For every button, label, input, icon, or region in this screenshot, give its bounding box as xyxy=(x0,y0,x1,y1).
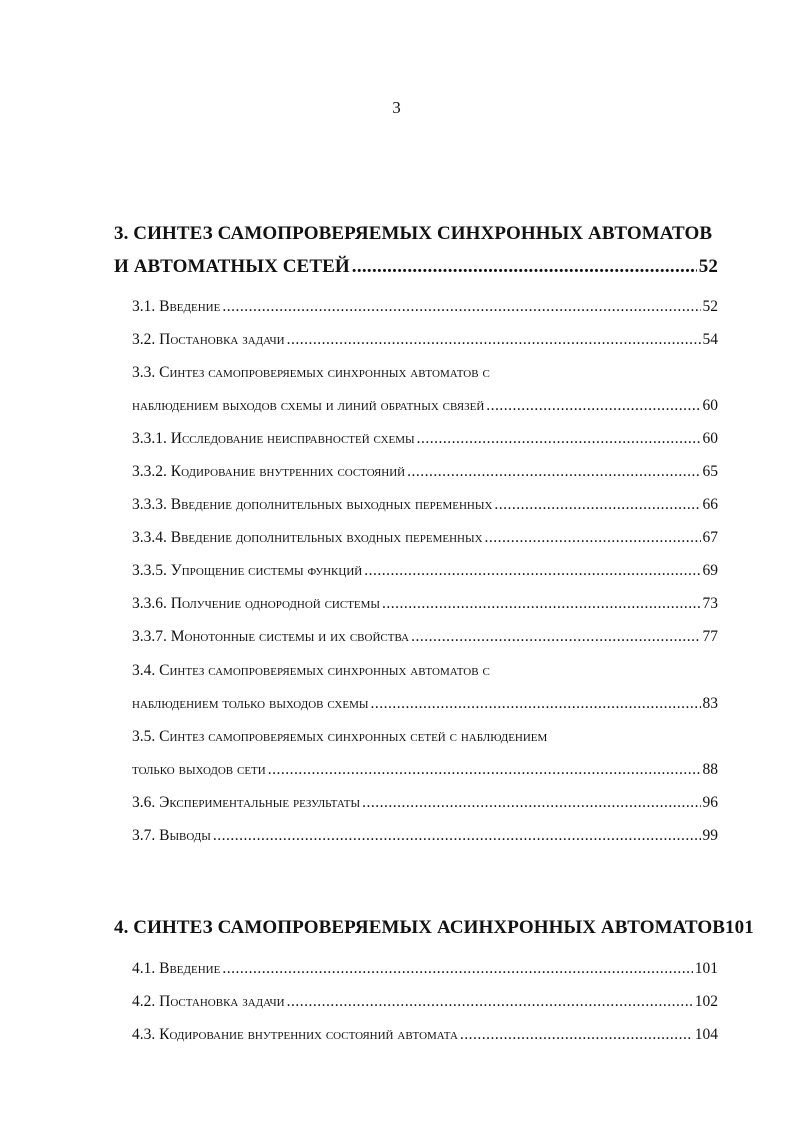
toc-entry-text: 4.2. Постановка задачи xyxy=(132,993,285,1010)
page-ref: 52 xyxy=(698,256,718,277)
page-ref: 67 xyxy=(702,529,718,546)
page-ref: 96 xyxy=(702,794,718,811)
chapter-3-title-line1[interactable] xyxy=(114,219,718,249)
toc-entry-text: 3.3. Синтез самопроверяемых синхронных автоматов с xyxy=(132,364,490,381)
toc-entry-3-3[interactable] xyxy=(132,358,718,388)
toc-entry-text: 3.3.1. Исследование неисправностей схемы xyxy=(132,430,415,447)
toc-entry-text: 3.3.3. Введение дополнительных выходных переменных xyxy=(132,496,493,513)
toc-entry-text: 3.2. Постановка задачи xyxy=(132,331,285,348)
page-ref: 52 xyxy=(702,298,718,315)
toc-entry-4-2[interactable] xyxy=(132,987,718,1017)
toc-entry-3-3-cont[interactable] xyxy=(132,391,718,421)
dot-leader xyxy=(485,523,701,553)
chapter-title-text: 3. СИНТЕЗ САМОПРОВЕРЯЕМЫХ СИНХРОННЫХ АВТОМАТОВ xyxy=(114,223,713,244)
dot-leader xyxy=(494,490,700,520)
toc-entry-text: 3.6. Экспериментальные результаты xyxy=(132,794,361,811)
toc-entry-text: 3.4. Синтез самопроверяемых синхронных автоматов с xyxy=(132,662,490,679)
toc-entry-text: 3.5. Синтез самопроверяемых синхронных сетей с наблюдением xyxy=(132,728,548,745)
toc-entry-text: 3.3.6. Получение однородной системы xyxy=(132,595,381,612)
page-ref: 102 xyxy=(694,993,718,1010)
toc-entry-3-4-cont[interactable] xyxy=(132,689,718,719)
dot-leader xyxy=(486,391,700,421)
page-ref: 60 xyxy=(702,430,718,447)
toc-entry-3-5-cont[interactable] xyxy=(132,755,718,785)
toc-entry-3-1[interactable] xyxy=(132,292,718,322)
dot-leader xyxy=(411,622,700,652)
toc-entry-3-3-4[interactable] xyxy=(132,523,718,553)
page-ref: 88 xyxy=(702,761,718,778)
dot-leader xyxy=(362,788,700,818)
dot-leader xyxy=(352,252,697,282)
toc-entry-text: 4.1. Введение xyxy=(132,960,221,977)
toc-entry-text: 4.3. Кодирование внутренних состояний автомата xyxy=(132,1026,458,1043)
dot-leader xyxy=(364,556,700,586)
chapter-3-title-line2[interactable] xyxy=(114,252,718,282)
toc-entry-3-3-5[interactable] xyxy=(132,556,718,586)
dot-leader xyxy=(460,1020,693,1050)
dot-leader xyxy=(287,325,701,355)
page-ref: 83 xyxy=(702,695,718,712)
toc-entry-3-2[interactable] xyxy=(132,325,718,355)
page-ref: 65 xyxy=(702,463,718,480)
toc-entry-3-5[interactable] xyxy=(132,722,718,752)
dot-leader xyxy=(287,987,693,1017)
toc-entry-text: 3.7. Выводы xyxy=(132,827,211,844)
toc-entry-text: наблюдением только выходов схемы xyxy=(132,695,369,712)
toc-entry-text: 3.3.7. Монотонные системы и их свойства xyxy=(132,628,410,645)
toc-entry-3-3-2[interactable] xyxy=(132,457,718,487)
page-ref: 73 xyxy=(702,595,718,612)
dot-leader xyxy=(213,821,701,851)
chapter-title-text: 4. СИНТЕЗ САМОПРОВЕРЯЕМЫХ АСИНХРОННЫХ АВТОМАТОВ101 xyxy=(114,917,754,938)
page-ref: 69 xyxy=(702,562,718,579)
dot-leader xyxy=(222,954,692,984)
page-number: 3 xyxy=(392,98,401,117)
toc-entry-3-3-6[interactable] xyxy=(132,589,718,619)
toc-entry-3-6[interactable] xyxy=(132,788,718,818)
page-ref: 54 xyxy=(702,331,718,348)
toc-entry-3-3-7[interactable] xyxy=(132,622,718,652)
chapter-4-title[interactable] xyxy=(114,913,754,943)
chapter-title-text: И АВТОМАТНЫХ СЕТЕЙ xyxy=(114,256,350,277)
page-ref: 66 xyxy=(702,496,718,513)
toc-entry-3-4[interactable] xyxy=(132,656,718,686)
dot-leader xyxy=(268,755,701,785)
page-ref: 104 xyxy=(694,1026,718,1043)
dot-leader xyxy=(370,689,700,719)
dot-leader xyxy=(407,457,700,487)
toc-entry-3-7[interactable] xyxy=(132,821,718,851)
toc-entry-text: 3.3.4. Введение дополнительных входных переменных xyxy=(132,529,483,546)
toc-entry-3-3-1[interactable] xyxy=(132,424,718,454)
page-ref: 77 xyxy=(702,628,718,645)
page-ref: 60 xyxy=(702,397,718,414)
toc-entry-text: 3.3.5. Упрощение системы функций xyxy=(132,562,363,579)
toc-entry-4-3[interactable] xyxy=(132,1020,718,1050)
toc-entry-text: наблюдением выходов схемы и линий обратных связей xyxy=(132,397,485,414)
page-ref: 101 xyxy=(694,960,718,977)
dot-leader xyxy=(222,292,700,322)
toc-entry-3-3-3[interactable] xyxy=(132,490,718,520)
dot-leader xyxy=(382,589,700,619)
dot-leader xyxy=(417,424,701,454)
toc-entry-text: только выходов сети xyxy=(132,761,266,778)
toc-entry-text: 3.3.2. Кодирование внутренних состояний xyxy=(132,463,406,480)
page-ref: 99 xyxy=(702,827,718,844)
toc-entry-text: 3.1. Введение xyxy=(132,298,221,315)
toc-entry-4-1[interactable] xyxy=(132,954,718,984)
